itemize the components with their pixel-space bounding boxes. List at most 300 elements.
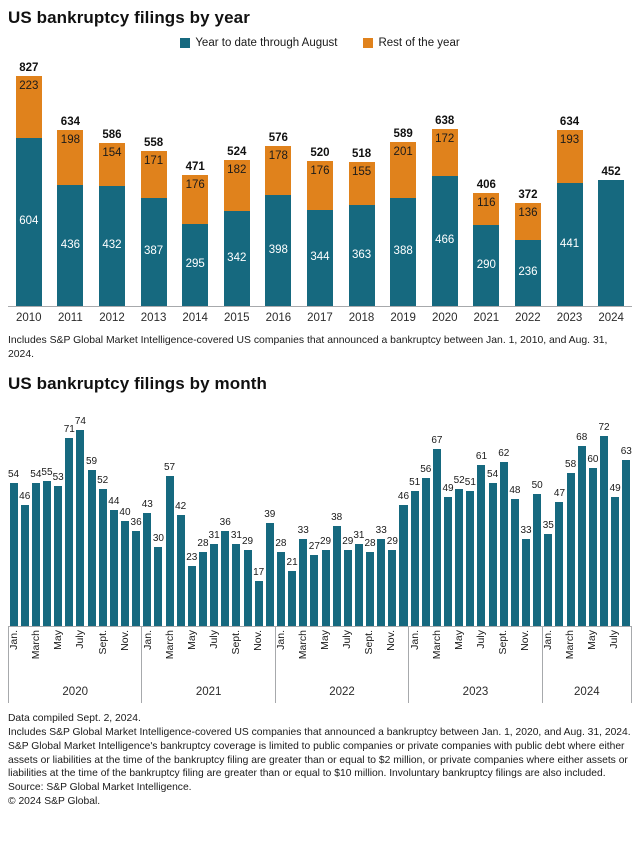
year-group <box>141 627 274 703</box>
month-tick-slot <box>397 627 408 684</box>
yearly-bar-group <box>50 55 92 306</box>
bar-segment-ytd-label: 441 <box>559 237 580 250</box>
x-axis-year-label: 2010 <box>16 312 42 324</box>
monthly-bar <box>166 476 174 627</box>
monthly-bar <box>88 470 96 626</box>
bar-segment-rest <box>265 146 291 196</box>
yearly-bar-group <box>549 55 591 306</box>
bar-value-label: 50 <box>531 480 543 492</box>
monthly-bar-slot <box>19 398 30 626</box>
x-axis-year-label: 2012 <box>99 312 125 324</box>
bar-segment-rest-label: 223 <box>19 80 39 93</box>
bar-segment-ytd-label: 388 <box>393 245 413 258</box>
bar-value-label: 36 <box>130 517 142 529</box>
month-tick-slot <box>198 627 209 684</box>
bar-value-label: 33 <box>520 525 532 537</box>
month-tick-label: July <box>74 630 87 650</box>
month-tick-label: May <box>586 630 599 651</box>
monthly-bar <box>455 489 463 627</box>
stacked-bar <box>432 129 458 306</box>
monthly-bar-slot <box>142 398 153 626</box>
stacked-bar <box>598 180 624 306</box>
bar-segment-ytd <box>473 225 499 306</box>
yearly-bar-group <box>299 55 341 306</box>
bar-value-label: 31 <box>208 530 220 542</box>
bar-value-label: 39 <box>264 509 276 521</box>
bar-value-label: 72 <box>598 421 610 433</box>
x-axis-year-label: 2019 <box>390 312 416 324</box>
monthly-bar-slot <box>153 398 164 626</box>
month-tick-slot <box>108 627 119 684</box>
monthly-bar <box>477 465 485 627</box>
monthly-bar <box>199 552 207 626</box>
year-group <box>408 627 541 703</box>
bar-segment-rest <box>515 203 541 241</box>
year-label: 2020 <box>62 686 88 699</box>
monthly-bar <box>322 550 330 627</box>
monthly-bar-slot <box>64 398 75 626</box>
monthly-bar-slot <box>509 398 520 626</box>
monthly-bar-slot <box>119 398 130 626</box>
monthly-bar-slot <box>41 398 52 626</box>
yearly-bar-group <box>174 55 216 306</box>
yearly-bar-group <box>341 55 383 306</box>
bar-total-label: 589 <box>393 128 413 141</box>
stacked-bar <box>141 151 167 306</box>
monthly-chart-title: US bankruptcy filings by month <box>8 374 267 394</box>
month-tick-label: Jan. <box>408 630 421 651</box>
yearly-bar-group <box>382 55 424 306</box>
month-tick-slot <box>97 627 108 684</box>
monthly-bar <box>288 571 296 627</box>
monthly-bar <box>177 515 185 626</box>
legend <box>8 37 632 49</box>
bar-total-label: 576 <box>268 131 288 144</box>
bar-value-label: 28 <box>364 538 376 550</box>
x-axis-year-label: 2013 <box>140 312 167 324</box>
month-tick-slot <box>509 627 520 684</box>
month-tick-label: Sept. <box>496 630 509 655</box>
stacked-bar <box>16 76 42 306</box>
month-tick-slot <box>386 627 397 684</box>
bar-segment-rest-label: 176 <box>185 179 205 192</box>
month-tick-slot <box>364 627 375 684</box>
bar-value-label: 31 <box>353 530 365 542</box>
legend-label-rest: Rest of the year <box>378 37 460 49</box>
bar-segment-rest-label: 116 <box>477 197 496 210</box>
month-tick-label: Nov. <box>385 630 398 652</box>
stacked-bar <box>515 203 541 306</box>
bar-segment-ytd-label: 290 <box>476 258 496 271</box>
stacked-bar <box>349 162 375 306</box>
bar-segment-ytd-label: 436 <box>60 238 80 251</box>
monthly-bar-slot <box>53 398 64 626</box>
bar-segment-ytd-label: 398 <box>268 243 288 256</box>
month-tick-slot <box>231 627 242 684</box>
monthly-bar-slot <box>131 398 142 626</box>
month-tick-label: Sept. <box>363 630 376 655</box>
monthly-bar-slot <box>543 398 554 626</box>
month-tick-label: March <box>30 630 43 660</box>
bar-value-label: 35 <box>542 519 554 531</box>
monthly-bar <box>544 534 552 627</box>
monthly-bar-slot <box>498 398 509 626</box>
monthly-bar <box>154 547 162 626</box>
monthly-bar-slot <box>242 398 253 626</box>
yearly-xaxis <box>8 307 632 324</box>
month-tick-slot <box>130 627 141 684</box>
bar-segment-ytd <box>515 240 541 306</box>
bar-value-label: 46 <box>397 490 410 502</box>
monthly-bar-slot <box>520 398 531 626</box>
monthly-bar-slot <box>97 398 108 626</box>
month-tick-slot <box>464 627 475 684</box>
bar-segment-rest-label: 201 <box>393 146 413 159</box>
x-axis-year-label: 2014 <box>182 312 208 324</box>
monthly-bar <box>210 544 218 626</box>
bar-value-label: 29 <box>319 535 332 547</box>
month-tick-label: July <box>341 630 354 650</box>
monthly-bar <box>511 499 519 626</box>
footer-line-includes: Includes S&P Global Market Intelligence-covered US companies that announced a bankruptcy between Jan. 1, 2020, and Aug. 31, 2024. <box>8 727 631 739</box>
monthly-bar <box>244 550 252 627</box>
month-tick-slot <box>409 627 420 684</box>
bar-segment-rest <box>390 142 416 198</box>
month-tick-slot <box>442 627 453 684</box>
monthly-bar <box>366 552 374 626</box>
bar-segment-ytd <box>16 138 42 306</box>
bar-total-label: 452 <box>601 166 621 179</box>
month-tick-label: May <box>52 630 65 651</box>
yearly-bars <box>8 55 632 307</box>
bar-segment-rest-label: 136 <box>518 206 538 219</box>
bar-total-label: 586 <box>102 129 122 142</box>
year-label: 2022 <box>329 686 355 699</box>
bar-value-label: 62 <box>498 448 510 460</box>
bar-segment-ytd-label: 344 <box>310 251 330 264</box>
bar-total-label: 638 <box>435 114 455 127</box>
monthly-bar-slot <box>287 398 298 626</box>
bar-value-label: 30 <box>152 533 164 545</box>
monthly-bar <box>489 483 497 626</box>
x-axis-year-label: 2024 <box>598 312 624 324</box>
monthly-bar-slot <box>197 398 208 626</box>
bar-total-label: 520 <box>310 147 330 160</box>
yearly-bar-group <box>590 55 632 306</box>
bar-value-label: 60 <box>587 453 599 465</box>
monthly-bar-slot <box>621 398 632 626</box>
bar-total-label: 634 <box>60 115 80 128</box>
month-tick-label: Nov. <box>252 630 264 652</box>
bar-total-label: 406 <box>476 179 496 192</box>
monthly-bar-slot <box>209 398 220 626</box>
bar-segment-rest <box>307 161 333 210</box>
bar-segment-ytd-label: 295 <box>185 258 205 271</box>
month-tick-slot <box>453 627 464 684</box>
yearly-bar-group <box>466 55 508 306</box>
monthly-bar <box>578 446 586 626</box>
monthly-bar-slot <box>231 398 242 626</box>
month-tick-slot <box>565 627 576 684</box>
stacked-bar <box>265 146 291 306</box>
month-tick-slot <box>298 627 309 684</box>
month-tick-label: March <box>564 630 577 660</box>
monthly-bar <box>500 462 508 626</box>
bar-value-label: 38 <box>331 511 343 523</box>
bar-value-label: 42 <box>175 501 187 513</box>
month-tick-label: Sept. <box>96 630 109 655</box>
bar-value-label: 52 <box>453 474 465 486</box>
month-tick-slot <box>9 627 20 684</box>
month-tick-slot <box>153 627 164 684</box>
month-tick-row <box>543 627 631 684</box>
monthly-bar <box>377 539 385 626</box>
yearly-bar-group <box>216 55 258 306</box>
year-label: 2024 <box>574 686 600 699</box>
month-tick-slot <box>86 627 97 684</box>
stacked-bar <box>557 130 583 306</box>
bar-segment-rest-label: 155 <box>351 165 372 178</box>
yearly-bar-group <box>507 55 549 306</box>
monthly-bar <box>132 531 140 626</box>
monthly-bar <box>232 544 240 626</box>
bar-segment-ytd <box>557 183 583 306</box>
bar-segment-rest <box>349 162 375 205</box>
month-tick-slot <box>620 627 631 684</box>
monthly-bar <box>589 468 597 627</box>
monthly-bar <box>555 502 563 626</box>
month-tick-slot <box>142 627 153 684</box>
bar-segment-rest <box>224 160 250 211</box>
yearly-bar-group <box>8 55 50 306</box>
month-tick-label: July <box>207 630 220 650</box>
footer-line-compiled: Data compiled Sept. 2, 2024. <box>8 713 141 725</box>
monthly-bar-slot <box>320 398 331 626</box>
month-tick-slot <box>543 627 554 684</box>
monthly-bar <box>355 544 363 626</box>
bar-segment-rest-label: 193 <box>559 133 580 146</box>
yearly-bar-group <box>133 55 175 306</box>
monthly-bar-slot <box>253 398 264 626</box>
monthly-bar-slot <box>220 398 231 626</box>
bar-value-label: 36 <box>219 517 231 529</box>
bar-value-label: 58 <box>565 458 577 470</box>
monthly-bar-slot <box>487 398 498 626</box>
monthly-bar-slot <box>610 398 621 626</box>
month-tick-label: March <box>297 630 310 660</box>
bar-segment-ytd <box>57 185 83 306</box>
stacked-bar <box>390 142 416 306</box>
x-axis-year-label: 2017 <box>307 312 333 324</box>
bar-segment-rest <box>16 76 42 138</box>
yearly-chart-title: US bankruptcy filings by year <box>8 8 250 27</box>
monthly-bar <box>121 521 129 627</box>
month-tick-slot <box>609 627 620 684</box>
bar-segment-ytd <box>432 176 458 306</box>
monthly-bar <box>567 473 575 627</box>
month-tick-slot <box>531 627 542 684</box>
monthly-bar <box>54 486 62 626</box>
bar-total-label: 558 <box>143 136 164 149</box>
monthly-bar-slot <box>442 398 453 626</box>
monthly-bar <box>188 566 196 627</box>
month-tick-label: Jan. <box>541 630 554 651</box>
monthly-bar <box>522 539 530 626</box>
bar-value-label: 28 <box>197 538 209 550</box>
month-tick-slot <box>31 627 42 684</box>
stacked-bar <box>57 130 83 306</box>
yearly-footnote: Includes S&P Global Market Intelligence-covered US companies that announced a bankruptcy between Jan. 1, 2010, and Aug. 31, 2024. <box>8 335 608 360</box>
legend-item-rest <box>363 37 459 49</box>
month-tick-slot <box>420 627 431 684</box>
month-tick-slot <box>320 627 331 684</box>
monthly-bar <box>221 531 229 626</box>
bar-segment-ytd <box>390 198 416 306</box>
bar-segment-ytd <box>99 186 125 306</box>
monthly-bar-slot <box>376 398 387 626</box>
monthly-bar-slot <box>298 398 309 626</box>
year-label: 2021 <box>195 686 222 699</box>
month-tick-label: July <box>474 630 487 650</box>
bar-value-label: 59 <box>85 456 98 468</box>
monthly-bar-slot <box>532 398 543 626</box>
bar-segment-ytd-label: 466 <box>435 234 455 247</box>
year-group <box>542 627 632 703</box>
footer-line-coverage: S&P Global Market Intelligence's bankruptcy coverage is limited to public companies or private companies with public debt where either assets or liabilities at the time of the bankruptcy filing are greater than or equal to $2 million, or private companies where either assets or liabilities at the time of the bankruptcy filing are greater than or equal to $10 million. Involuntary bankruptcy filings are also included. <box>8 740 628 780</box>
bar-segment-ytd <box>182 224 208 306</box>
month-tick-label: May <box>185 630 198 651</box>
month-tick-row <box>142 627 274 684</box>
bar-value-label: 40 <box>119 506 131 518</box>
bar-segment-rest-label: 182 <box>227 164 247 177</box>
bar-value-label: 54 <box>8 469 20 481</box>
bar-total-label: 827 <box>19 62 39 75</box>
legend-swatch-ytd-icon <box>180 38 190 48</box>
monthly-bar <box>433 449 441 626</box>
x-axis-year-label: 2020 <box>431 312 458 324</box>
bar-segment-ytd-label: 236 <box>518 266 538 279</box>
bar-value-label: 54 <box>30 469 42 481</box>
bar-segment-ytd <box>598 180 624 306</box>
bar-segment-rest-label: 178 <box>268 149 288 162</box>
stacked-bar <box>99 143 125 306</box>
month-tick-slot <box>253 627 264 684</box>
monthly-bar-slot <box>342 398 353 626</box>
month-tick-label: Jan. <box>8 630 21 651</box>
monthly-bar-slot <box>587 398 598 626</box>
monthly-bar <box>466 491 474 626</box>
month-tick-row <box>276 627 408 684</box>
monthly-bar-slot <box>309 398 320 626</box>
month-tick-slot <box>53 627 64 684</box>
monthly-bar <box>10 483 18 626</box>
bar-value-label: 33 <box>297 525 309 537</box>
bar-segment-ytd-label: 387 <box>143 245 164 258</box>
monthly-bar <box>444 497 452 627</box>
monthly-bar <box>533 494 541 626</box>
month-tick-slot <box>475 627 486 684</box>
monthly-bar <box>43 481 51 627</box>
month-tick-label: Jan. <box>275 630 288 651</box>
monthly-bar <box>65 438 73 626</box>
bar-value-label: 52 <box>97 474 109 486</box>
bar-value-label: 46 <box>19 490 31 502</box>
monthly-xaxis <box>8 626 632 703</box>
month-tick-label: May <box>452 630 465 651</box>
monthly-bar-slot <box>331 398 342 626</box>
bar-value-label: 56 <box>420 464 432 476</box>
bar-value-label: 44 <box>108 495 120 507</box>
monthly-bar <box>388 550 396 627</box>
monthly-bar <box>76 430 84 626</box>
monthly-bar-slot <box>409 398 420 626</box>
monthly-bar <box>411 491 419 626</box>
monthly-bar-slot <box>398 398 409 626</box>
month-tick-label: Nov. <box>518 630 531 652</box>
footer-line-copyright: © 2024 S&P Global. <box>8 795 101 807</box>
monthly-bar-slot <box>353 398 364 626</box>
bar-segment-rest <box>473 193 499 225</box>
monthly-bar-slot <box>30 398 41 626</box>
month-tick-label: Nov. <box>118 630 131 652</box>
month-tick-slot <box>264 627 275 684</box>
monthly-bar <box>110 510 118 627</box>
month-tick-slot <box>119 627 130 684</box>
bar-segment-rest <box>432 129 458 177</box>
bar-total-label: 518 <box>351 147 372 160</box>
month-tick-slot <box>520 627 531 684</box>
month-tick-slot <box>431 627 442 684</box>
bar-value-label: 53 <box>52 472 64 484</box>
monthly-bar <box>600 436 608 627</box>
month-tick-slot <box>587 627 598 684</box>
bar-segment-ytd-label: 432 <box>102 239 122 252</box>
monthly-bar-slot <box>431 398 442 626</box>
bar-segment-ytd-label: 363 <box>351 248 372 261</box>
bar-total-label: 471 <box>185 161 205 174</box>
bar-segment-rest <box>99 143 125 186</box>
bar-value-label: 57 <box>163 461 176 473</box>
stacked-bar <box>182 175 208 306</box>
month-tick-label: Sept. <box>229 630 242 655</box>
bar-value-label: 48 <box>509 485 521 497</box>
monthly-bar-slot <box>186 398 197 626</box>
year-group <box>8 627 141 703</box>
monthly-bars <box>8 398 632 626</box>
bar-value-label: 61 <box>475 450 488 462</box>
x-axis-year-label: 2023 <box>556 312 583 324</box>
monthly-bar-slot <box>554 398 565 626</box>
monthly-bar-slot <box>576 398 587 626</box>
month-tick-label: Jan. <box>141 630 154 651</box>
bar-value-label: 29 <box>386 535 398 547</box>
bar-value-label: 71 <box>63 424 75 436</box>
bar-value-label: 51 <box>464 477 476 489</box>
bar-value-label: 27 <box>308 540 320 552</box>
month-tick-slot <box>75 627 86 684</box>
monthly-bar <box>266 523 274 626</box>
yearly-bar-group <box>424 55 466 306</box>
bar-total-label: 634 <box>559 115 580 128</box>
x-axis-year-label: 2016 <box>265 312 292 324</box>
x-axis-year-label: 2015 <box>223 312 250 324</box>
monthly-bar <box>143 513 151 627</box>
bar-value-label: 54 <box>487 469 499 481</box>
monthly-bar <box>299 539 307 626</box>
year-group <box>275 627 408 703</box>
monthly-bar <box>333 526 341 627</box>
month-tick-label: March <box>163 630 176 660</box>
